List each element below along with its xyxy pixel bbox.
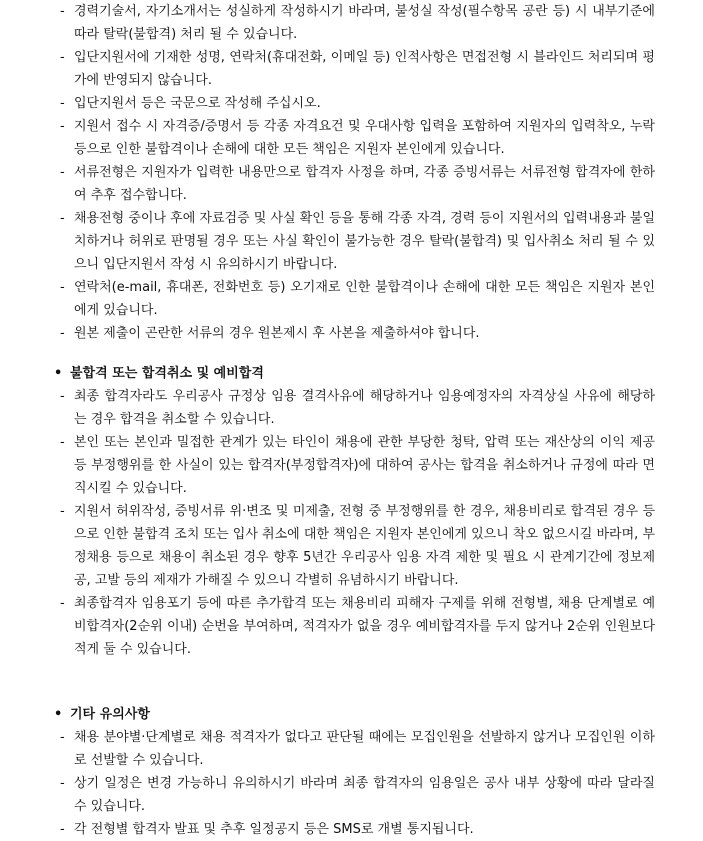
list-item	[0, 818, 703, 841]
dash-marker: -	[60, 96, 65, 111]
list-item	[0, 772, 703, 818]
dash-marker: -	[60, 435, 65, 450]
list-item	[0, 500, 703, 592]
item-text: 서류전형은 지원자가 입력한 내용만으로 합격자 사정을 하며, 각종 증빙서류는 서류전형 합격자에 한하여 추후 접수합니다.	[74, 165, 655, 203]
dash-marker: -	[60, 280, 65, 295]
list-item	[0, 726, 703, 772]
item-text: 각 전형별 합격자 발표 및 추후 일정공지 등은 SMS로 개별 통지됩니다.	[74, 822, 474, 837]
item-text: 본인 또는 본인과 밀접한 관계가 있는 타인이 채용에 관한 부당한 청탁, 압력 또는 재산상의 이익 제공 등 부정행위를 한 사실이 있는 합격자(부정합격자)에 대하여 공사는 합격을 취소하거나 규정에 따라 면직시킬 수 있습니다.	[74, 435, 655, 496]
dash-marker: -	[60, 822, 65, 837]
dash-marker: -	[60, 165, 65, 180]
dash-marker: -	[60, 326, 65, 341]
item-text: 최종합격자 임용포기 등에 따른 추가합격 또는 채용비리 피해자 구제를 위해 전형별, 채용 단계별로 예비합격자(2순위 이내) 순번을 부여하며, 적격자가 없을 경우 예비합격자를 두지 않거나 2순위 인원보다 적게 둘 수 있습니다.	[74, 596, 655, 657]
section-other-notes	[0, 703, 703, 841]
list-item	[0, 0, 703, 46]
heading-text: 기타 유의사항	[70, 707, 150, 722]
list-item	[0, 431, 703, 500]
item-text: 입단지원서에 기재한 성명, 연락처(휴대전화, 이메일 등) 인적사항은 면접전형 시 블라인드 처리되며 평가에 반영되지 않습니다.	[74, 50, 655, 88]
item-text: 채용 분야별·단계별로 채용 적격자가 없다고 판단될 때에는 모집인원을 선발하지 않거나 모집인원 이하로 선발할 수 있습니다.	[74, 730, 655, 768]
dash-marker: -	[60, 119, 65, 134]
list-item	[0, 322, 703, 345]
dash-marker: -	[60, 776, 65, 791]
section-heading	[0, 703, 703, 726]
list-item	[0, 207, 703, 276]
list-item	[0, 46, 703, 92]
bullet-marker: •	[54, 366, 63, 381]
dash-marker: -	[60, 730, 65, 745]
dash-marker: -	[60, 211, 65, 226]
item-text: 입단지원서 등은 국문으로 작성해 주십시오.	[74, 96, 321, 111]
dash-marker: -	[60, 389, 65, 404]
item-text: 채용전형 중이나 후에 자료검증 및 사실 확인 등을 통해 각종 자격, 경력 등이 지원서의 입력내용과 불일치하거나 허위로 판명될 경우 또는 사실 확인이 불가능한 경우 탈락(불합격) 및 입사취소 처리 될 수 있으니 입단지원서 작성 시 유의하시기 바랍니다.	[74, 211, 655, 272]
list-item	[0, 161, 703, 207]
item-text: 원본 제출이 곤란한 서류의 경우 원본제시 후 사본을 제출하셔야 합니다.	[74, 326, 480, 341]
list-item	[0, 92, 703, 115]
list-item	[0, 385, 703, 431]
list-item	[0, 276, 703, 322]
section-disqualification	[0, 362, 703, 661]
heading-text: 불합격 또는 합격취소 및 예비합격	[70, 366, 264, 381]
item-text: 경력기술서, 자기소개서는 성실하게 작성하시기 바라며, 불성실 작성(필수항목 공란 등) 시 내부기준에 따라 탈락(불합격) 처리 될 수 있습니다.	[74, 4, 655, 42]
item-text: 상기 일정은 변경 가능하니 유의하시기 바라며 최종 합격자의 임용일은 공사 내부 상황에 따라 달라질 수 있습니다.	[74, 776, 655, 814]
item-text: 지원서 접수 시 자격증/증명서 등 각종 자격요건 및 우대사항 입력을 포함하여 지원자의 입력착오, 누락 등으로 인한 불합격이나 손해에 대한 모든 책임은 지원자 본인에게 있습니다.	[74, 119, 655, 157]
section-application-notes	[0, 0, 703, 345]
list-item	[0, 115, 703, 161]
item-text: 최종 합격자라도 우리공사 규정상 임용 결격사유에 해당하거나 임용예정자의 자격상실 사유에 해당하는 경우 합격을 취소할 수 있습니다.	[74, 389, 655, 427]
dash-marker: -	[60, 596, 65, 611]
section-heading	[0, 362, 703, 385]
item-text: 지원서 허위작성, 증빙서류 위·변조 및 미제출, 전형 중 부정행위를 한 경우, 채용비리로 합격된 경우 등으로 인한 불합격 조치 또는 입사 취소에 대한 책임은 지원자 본인에게 있으니 착오 없으시길 바라며, 부정채용 등으로 채용이 취소된 경우 향후 5년간 우리공사 임용 자격 제한 및 필요 시 관계기간에 정보제공, 고발 등의 제재가 가해질 수 있으니 각별히 유념하시기 바랍니다.	[74, 504, 655, 588]
dash-marker: -	[60, 4, 65, 19]
dash-marker: -	[60, 50, 65, 65]
item-text: 연락처(e-mail, 휴대폰, 전화번호 등) 오기재로 인한 불합격이나 손해에 대한 모든 책임은 지원자 본인에게 있습니다.	[74, 280, 655, 318]
list-item	[0, 592, 703, 661]
bullet-marker: •	[54, 707, 63, 722]
dash-marker: -	[60, 504, 65, 519]
